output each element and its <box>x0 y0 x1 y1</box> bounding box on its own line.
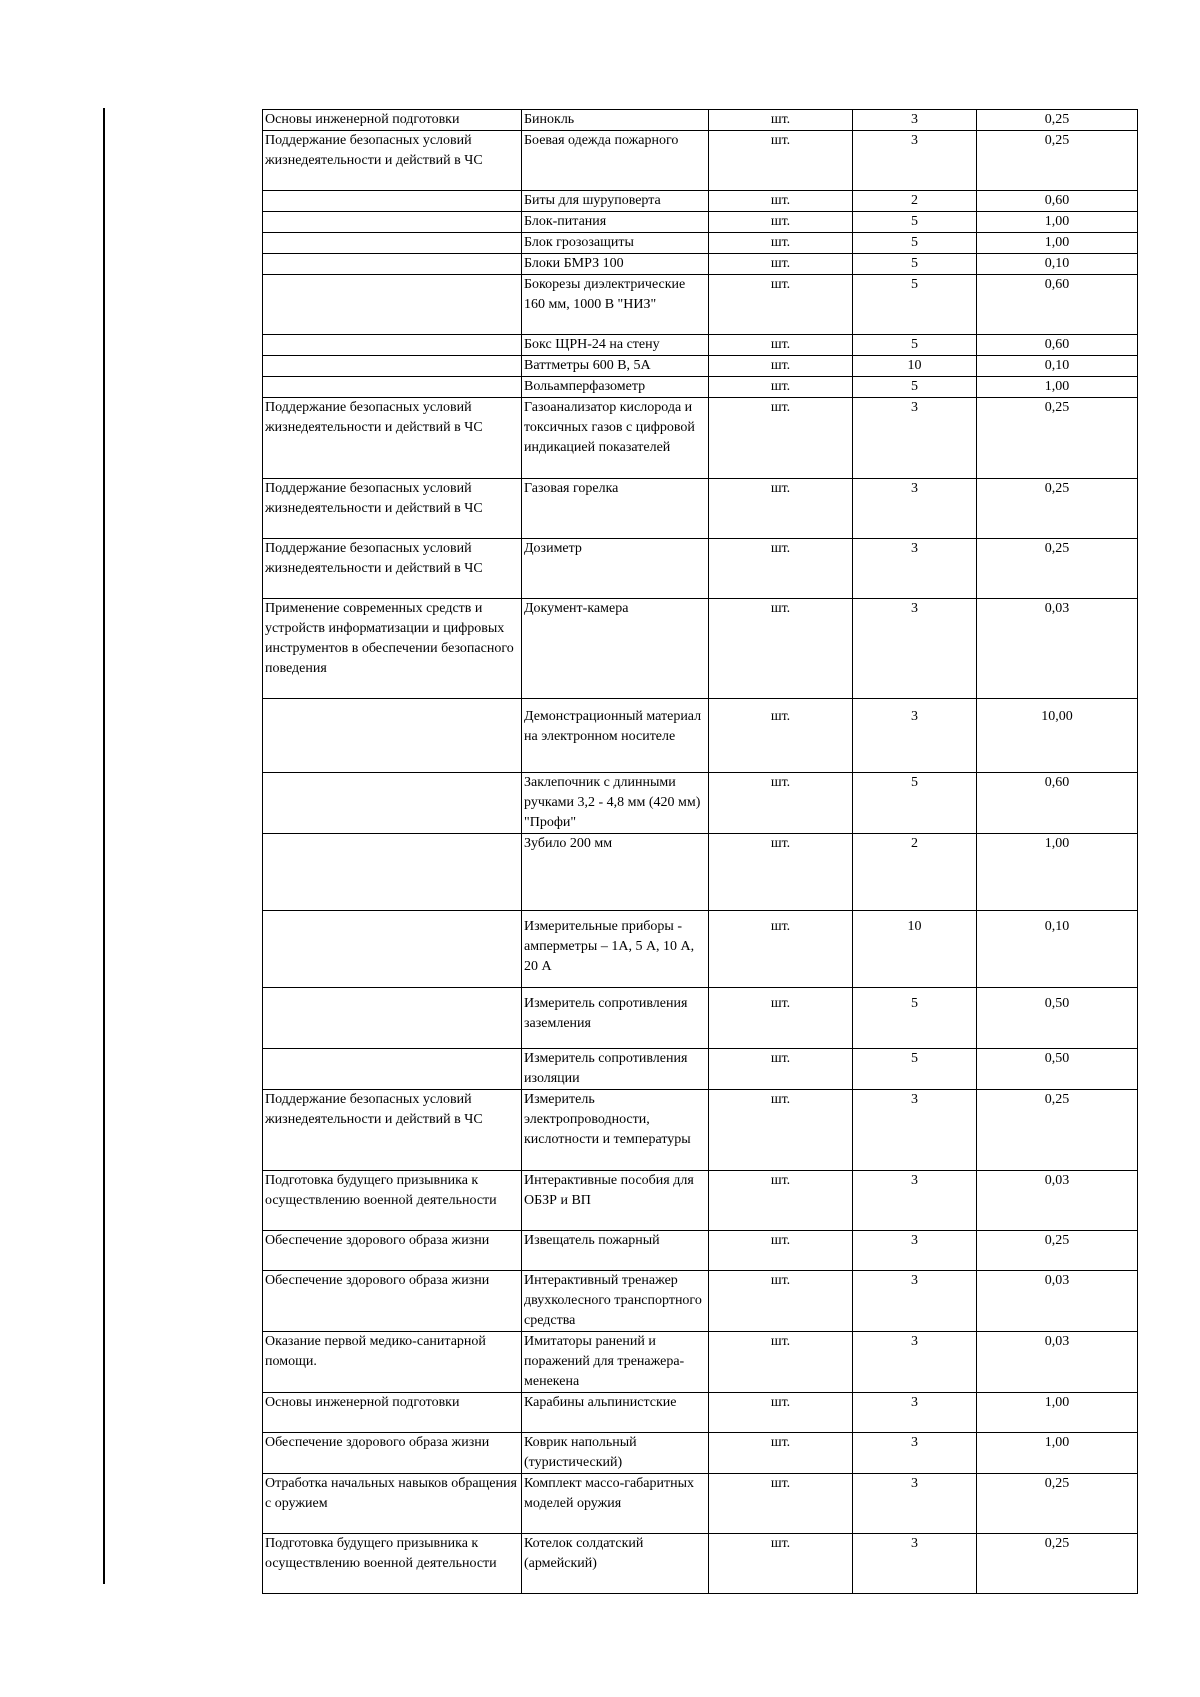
cell-norm: 0,10 <box>977 254 1138 275</box>
cell-item-name: Интерактивные пособия для ОБЗР и ВП <box>522 1171 709 1231</box>
cell-section: Поддержание безопасных условий жизнедеятельности и действий в ЧС <box>263 539 522 599</box>
table-row <box>263 773 1138 834</box>
table-row <box>263 212 1138 233</box>
cell-unit: шт. <box>709 699 853 773</box>
cell-unit: шт. <box>709 191 853 212</box>
cell-section: Оказание первой медико-санитарной помощи. <box>263 1332 522 1393</box>
cell-unit: шт. <box>709 398 853 479</box>
cell-norm: 0,25 <box>977 110 1138 131</box>
cell-section <box>263 356 522 377</box>
table-row <box>263 1171 1138 1231</box>
cell-norm: 1,00 <box>977 212 1138 233</box>
table-row <box>263 1090 1138 1171</box>
cell-norm: 0,60 <box>977 275 1138 335</box>
table-row <box>263 335 1138 356</box>
cell-quantity: 10 <box>853 356 977 377</box>
cell-norm: 0,25 <box>977 1474 1138 1534</box>
cell-item-name: Котелок солдатский (армейский) <box>522 1534 709 1594</box>
table-row <box>263 398 1138 479</box>
cell-section <box>263 773 522 834</box>
cell-norm: 0,25 <box>977 1090 1138 1171</box>
cell-unit: шт. <box>709 335 853 356</box>
cell-unit: шт. <box>709 834 853 911</box>
cell-quantity: 5 <box>853 335 977 356</box>
cell-quantity: 5 <box>853 233 977 254</box>
cell-item-name: Документ-камера <box>522 599 709 699</box>
cell-item-name: Вольамперфазометр <box>522 377 709 398</box>
table-row <box>263 377 1138 398</box>
cell-unit: шт. <box>709 1090 853 1171</box>
table-row <box>263 599 1138 699</box>
cell-item-name: Дозиметр <box>522 539 709 599</box>
cell-quantity: 3 <box>853 1332 977 1393</box>
cell-norm: 0,25 <box>977 1231 1138 1271</box>
cell-item-name: Блоки БМРЗ 100 <box>522 254 709 275</box>
cell-quantity: 3 <box>853 599 977 699</box>
cell-norm: 0,25 <box>977 398 1138 479</box>
table-row <box>263 254 1138 275</box>
cell-unit: шт. <box>709 1534 853 1594</box>
cell-quantity: 3 <box>853 131 977 191</box>
cell-section <box>263 377 522 398</box>
cell-norm: 1,00 <box>977 377 1138 398</box>
table-row <box>263 1332 1138 1393</box>
cell-section: Поддержание безопасных условий жизнедеятельности и действий в ЧС <box>263 479 522 539</box>
cell-unit: шт. <box>709 254 853 275</box>
cell-norm: 10,00 <box>977 699 1138 773</box>
table-row <box>263 1534 1138 1594</box>
cell-item-name: Боевая одежда пожарного <box>522 131 709 191</box>
cell-section: Обеспечение здорового образа жизни <box>263 1433 522 1474</box>
cell-norm: 0,25 <box>977 131 1138 191</box>
cell-unit: шт. <box>709 356 853 377</box>
cell-quantity: 3 <box>853 1534 977 1594</box>
cell-unit: шт. <box>709 110 853 131</box>
cell-quantity: 3 <box>853 1474 977 1534</box>
table-row <box>263 699 1138 773</box>
cell-quantity: 3 <box>853 479 977 539</box>
cell-norm: 0,25 <box>977 1534 1138 1594</box>
cell-item-name: Карабины альпинистские <box>522 1393 709 1433</box>
left-margin-rule <box>103 108 105 1584</box>
table-row <box>263 356 1138 377</box>
cell-unit: шт. <box>709 1433 853 1474</box>
cell-section <box>263 834 522 911</box>
cell-norm: 1,00 <box>977 1433 1138 1474</box>
cell-section <box>263 699 522 773</box>
cell-quantity: 5 <box>853 773 977 834</box>
cell-section <box>263 275 522 335</box>
cell-item-name: Комплект массо-габаритных моделей оружия <box>522 1474 709 1534</box>
cell-quantity: 3 <box>853 1433 977 1474</box>
cell-norm: 0,03 <box>977 1171 1138 1231</box>
cell-item-name: Измеритель электропроводности, кислотности и температуры <box>522 1090 709 1171</box>
cell-unit: шт. <box>709 539 853 599</box>
cell-quantity: 3 <box>853 1231 977 1271</box>
cell-unit: шт. <box>709 988 853 1049</box>
cell-section: Подготовка будущего призывника к осуществлению военной деятельности <box>263 1534 522 1594</box>
cell-unit: шт. <box>709 1393 853 1433</box>
cell-unit: шт. <box>709 212 853 233</box>
cell-section: Поддержание безопасных условий жизнедеятельности и действий в ЧС <box>263 131 522 191</box>
cell-norm: 0,10 <box>977 356 1138 377</box>
cell-item-name: Блок грозозащиты <box>522 233 709 254</box>
table-row <box>263 1393 1138 1433</box>
cell-section: Подготовка будущего призывника к осуществлению военной деятельности <box>263 1171 522 1231</box>
cell-item-name: Демонстрационный материал на электронном носителе <box>522 699 709 773</box>
cell-norm: 0,60 <box>977 773 1138 834</box>
cell-norm: 0,03 <box>977 599 1138 699</box>
table-row <box>263 1433 1138 1474</box>
table-row <box>263 110 1138 131</box>
cell-quantity: 5 <box>853 212 977 233</box>
cell-quantity: 5 <box>853 988 977 1049</box>
cell-norm: 1,00 <box>977 233 1138 254</box>
cell-unit: шт. <box>709 911 853 988</box>
cell-section: Основы инженерной подготовки <box>263 1393 522 1433</box>
table-row <box>263 988 1138 1049</box>
table-row <box>263 1271 1138 1332</box>
cell-unit: шт. <box>709 1171 853 1231</box>
cell-quantity: 3 <box>853 1271 977 1332</box>
cell-section <box>263 911 522 988</box>
cell-quantity: 3 <box>853 1171 977 1231</box>
cell-section: Поддержание безопасных условий жизнедеятельности и действий в ЧС <box>263 1090 522 1171</box>
cell-item-name: Бокорезы диэлектрические 160 мм, 1000 В "НИЗ" <box>522 275 709 335</box>
cell-norm: 0,25 <box>977 479 1138 539</box>
cell-item-name: Имитаторы ранений и поражений для тренажера-менекена <box>522 1332 709 1393</box>
cell-unit: шт. <box>709 1332 853 1393</box>
table-row <box>263 275 1138 335</box>
cell-item-name: Заклепочник с длинными ручками 3,2 - 4,8 мм (420 мм) "Профи" <box>522 773 709 834</box>
cell-unit: шт. <box>709 233 853 254</box>
equipment-table <box>262 109 1138 1594</box>
cell-norm: 0,50 <box>977 988 1138 1049</box>
table-row <box>263 911 1138 988</box>
cell-norm: 1,00 <box>977 1393 1138 1433</box>
cell-section <box>263 212 522 233</box>
table-row <box>263 834 1138 911</box>
equipment-table-body <box>263 110 1138 1594</box>
cell-unit: шт. <box>709 275 853 335</box>
cell-norm: 0,60 <box>977 335 1138 356</box>
cell-section <box>263 988 522 1049</box>
cell-quantity: 5 <box>853 1049 977 1090</box>
cell-quantity: 3 <box>853 539 977 599</box>
cell-norm: 0,60 <box>977 191 1138 212</box>
table-row <box>263 131 1138 191</box>
cell-item-name: Блок-питания <box>522 212 709 233</box>
cell-section <box>263 335 522 356</box>
cell-unit: шт. <box>709 1049 853 1090</box>
cell-norm: 1,00 <box>977 834 1138 911</box>
cell-item-name: Измерительные приборы - амперметры – 1А, 5 А, 10 А, 20 А <box>522 911 709 988</box>
cell-norm: 0,10 <box>977 911 1138 988</box>
cell-norm: 0,50 <box>977 1049 1138 1090</box>
table-row <box>263 539 1138 599</box>
cell-norm: 0,25 <box>977 539 1138 599</box>
cell-unit: шт. <box>709 131 853 191</box>
cell-item-name: Бокс ЩРН-24 на стену <box>522 335 709 356</box>
table-row <box>263 233 1138 254</box>
cell-quantity: 3 <box>853 398 977 479</box>
cell-section: Обеспечение здорового образа жизни <box>263 1231 522 1271</box>
cell-item-name: Газовая горелка <box>522 479 709 539</box>
cell-item-name: Интерактивный тренажер двухколесного транспортного средства <box>522 1271 709 1332</box>
cell-unit: шт. <box>709 479 853 539</box>
cell-quantity: 5 <box>853 377 977 398</box>
cell-section: Поддержание безопасных условий жизнедеятельности и действий в ЧС <box>263 398 522 479</box>
cell-quantity: 2 <box>853 834 977 911</box>
cell-item-name: Зубило 200 мм <box>522 834 709 911</box>
table-row <box>263 191 1138 212</box>
cell-quantity: 10 <box>853 911 977 988</box>
cell-section <box>263 191 522 212</box>
cell-quantity: 3 <box>853 699 977 773</box>
cell-item-name: Извещатель пожарный <box>522 1231 709 1271</box>
cell-item-name: Коврик напольный (туристический) <box>522 1433 709 1474</box>
cell-section <box>263 233 522 254</box>
cell-unit: шт. <box>709 1474 853 1534</box>
cell-quantity: 2 <box>853 191 977 212</box>
cell-section: Обеспечение здорового образа жизни <box>263 1271 522 1332</box>
cell-section: Применение современных средств и устройств информатизации и цифровых инструментов в обеспечении безопасного поведения <box>263 599 522 699</box>
table-row <box>263 1049 1138 1090</box>
cell-item-name: Измеритель сопротивления заземления <box>522 988 709 1049</box>
table-row <box>263 1231 1138 1271</box>
cell-quantity: 3 <box>853 1090 977 1171</box>
cell-section: Отработка начальных навыков обращения с оружием <box>263 1474 522 1534</box>
cell-unit: шт. <box>709 1271 853 1332</box>
cell-unit: шт. <box>709 773 853 834</box>
cell-item-name: Биты для шуруповерта <box>522 191 709 212</box>
cell-quantity: 3 <box>853 1393 977 1433</box>
cell-item-name: Измеритель сопротивления изоляции <box>522 1049 709 1090</box>
cell-item-name: Бинокль <box>522 110 709 131</box>
cell-quantity: 5 <box>853 254 977 275</box>
cell-unit: шт. <box>709 599 853 699</box>
cell-section: Основы инженерной подготовки <box>263 110 522 131</box>
cell-item-name: Ваттметры 600 В, 5А <box>522 356 709 377</box>
table-row <box>263 1474 1138 1534</box>
cell-item-name: Газоанализатор кислорода и токсичных газов с цифровой индикацией показателей <box>522 398 709 479</box>
cell-quantity: 5 <box>853 275 977 335</box>
cell-norm: 0,03 <box>977 1271 1138 1332</box>
cell-unit: шт. <box>709 1231 853 1271</box>
cell-norm: 0,03 <box>977 1332 1138 1393</box>
cell-unit: шт. <box>709 377 853 398</box>
cell-quantity: 3 <box>853 110 977 131</box>
table-row <box>263 479 1138 539</box>
cell-section <box>263 254 522 275</box>
cell-section <box>263 1049 522 1090</box>
